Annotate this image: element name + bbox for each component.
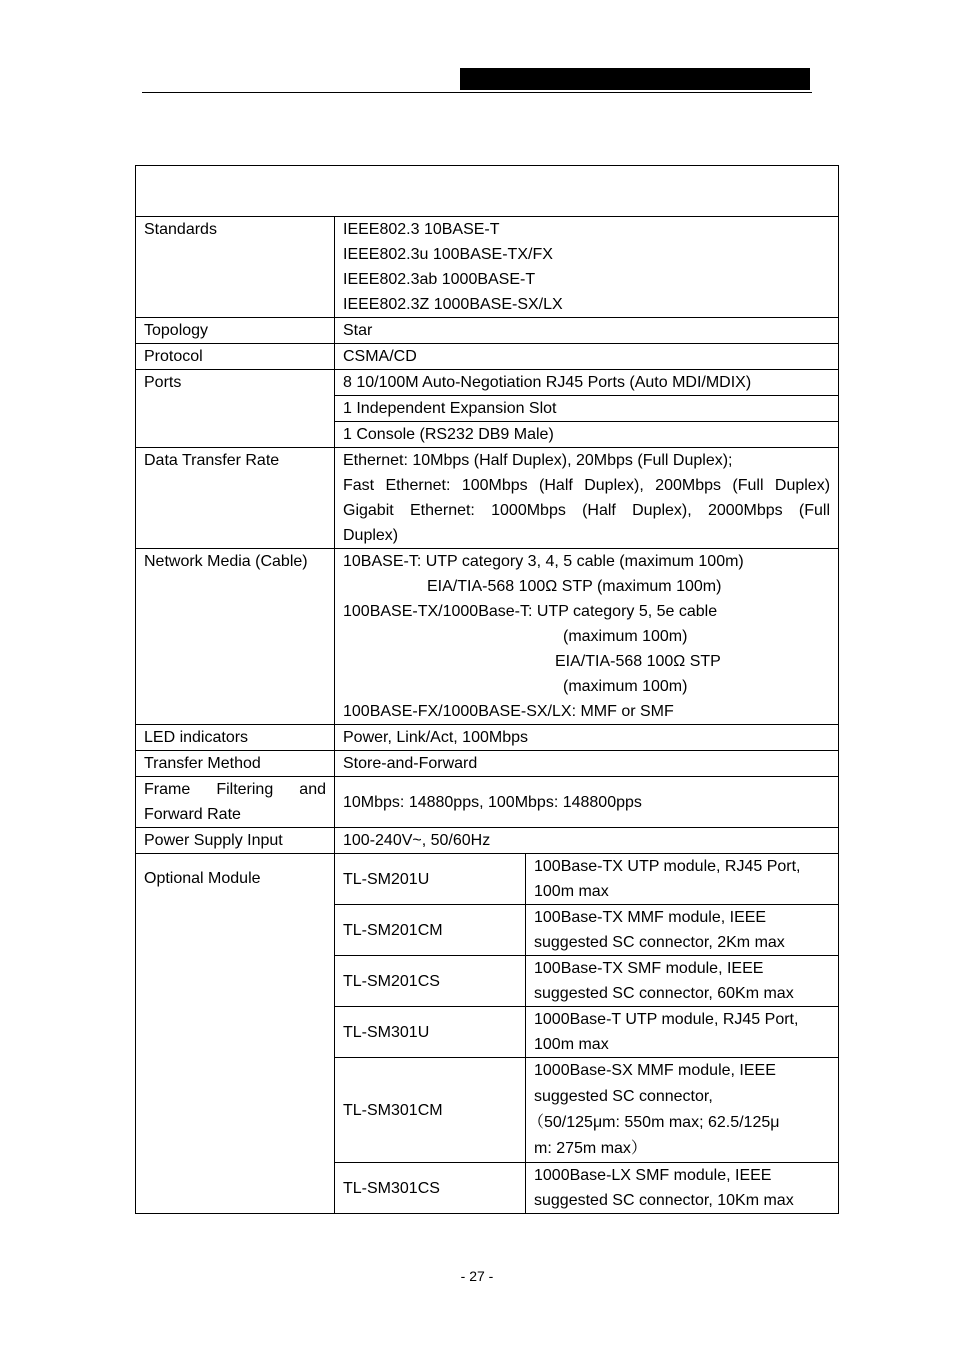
row-value: 10Mbps: 14880pps, 100Mbps: 148800pps xyxy=(335,777,839,828)
row-label: Ports xyxy=(136,370,335,448)
value-line: (maximum 100m) xyxy=(563,678,688,695)
value-line: （50/125μm: 550m max; 62.5/125μ xyxy=(528,1114,780,1131)
table-row-standards xyxy=(136,217,839,318)
module-model: TL-SM201CS xyxy=(335,956,526,1007)
table-row-power-supply xyxy=(136,828,839,854)
module-description xyxy=(526,854,839,905)
table-row-frame-filtering xyxy=(136,777,839,828)
module-model: TL-SM301CS xyxy=(335,1163,526,1214)
row-label: Topology xyxy=(136,318,335,344)
row-label: Power Supply Input xyxy=(136,828,335,854)
module-description xyxy=(526,1007,839,1058)
value-line: 100BASE-TX/1000Base-T: UTP category 5, 5e cable xyxy=(343,603,718,620)
row-value xyxy=(335,217,839,318)
row-value: 1 Independent Expansion Slot xyxy=(335,396,839,422)
module-model: TL-SM301U xyxy=(335,1007,526,1058)
label-line: Frame Filtering and xyxy=(144,781,326,798)
value-line: 100Base-TX SMF module, IEEE xyxy=(534,960,764,977)
module-model: TL-SM301CM xyxy=(335,1058,526,1163)
row-label: Data Transfer Rate xyxy=(136,448,335,549)
table-row-topology xyxy=(136,318,839,344)
value-line: Ethernet: 10Mbps (Half Duplex), 20Mbps (Full Duplex); xyxy=(343,452,733,469)
value-line: 100m max xyxy=(534,1036,609,1053)
row-value: CSMA/CD xyxy=(335,344,839,370)
row-label: Transfer Method xyxy=(136,751,335,777)
value-line: Duplex) xyxy=(343,527,399,544)
value-line: 100Base-TX UTP module, RJ45 Port, xyxy=(534,858,801,875)
value-line: 100m max xyxy=(534,883,609,900)
value-line: 1000Base-SX MMF module, IEEE xyxy=(534,1062,776,1079)
header-bar xyxy=(460,68,810,90)
value-line: IEEE802.3Z 1000BASE-SX/LX xyxy=(343,296,563,313)
row-value: Power, Link/Act, 100Mbps xyxy=(335,725,839,751)
row-value: Star xyxy=(335,318,839,344)
table-row-network-media xyxy=(136,549,839,725)
label-line: Forward Rate xyxy=(144,806,241,823)
value-line: m: 275m max） xyxy=(534,1140,647,1157)
value-line: (maximum 100m) xyxy=(563,628,688,645)
value-line: Gigabit Ethernet: 1000Mbps (Half Duplex), 2000Mbps (Full xyxy=(343,502,831,519)
value-line: 10BASE-T: UTP category 3, 4, 5 cable (maximum 100m) xyxy=(343,553,744,570)
row-value xyxy=(335,448,839,549)
row-value: 100-240V~, 50/60Hz xyxy=(335,828,839,854)
value-line: EIA/TIA-568 100Ω STP (maximum 100m) xyxy=(427,578,722,595)
row-label: LED indicators xyxy=(136,725,335,751)
module-description xyxy=(526,905,839,956)
table-row-led-indicators xyxy=(136,725,839,751)
table-row-module xyxy=(136,854,839,905)
module-description xyxy=(526,1058,839,1163)
table-row-transfer-method xyxy=(136,751,839,777)
module-description xyxy=(526,956,839,1007)
label-line: Optional Module xyxy=(144,870,261,887)
row-label xyxy=(136,777,335,828)
row-label: Standards xyxy=(136,217,335,318)
row-value: 8 10/100M Auto-Negotiation RJ45 Ports (Auto MDI/MDIX) xyxy=(335,370,839,396)
row-label: Protocol xyxy=(136,344,335,370)
specifications-table xyxy=(135,165,839,1214)
value-line: Fast Ethernet: 100Mbps (Half Duplex), 200Mbps (Full Duplex) xyxy=(343,477,831,494)
row-value: 1 Console (RS232 DB9 Male) xyxy=(335,422,839,448)
value-line: IEEE802.3ab 1000BASE-T xyxy=(343,271,536,288)
value-line: IEEE802.3u 100BASE-TX/FX xyxy=(343,246,553,263)
table-row-protocol xyxy=(136,344,839,370)
module-description xyxy=(526,1163,839,1214)
table-title-row xyxy=(136,166,839,217)
page-number: - 27 - xyxy=(460,1268,494,1284)
module-model: TL-SM201U xyxy=(335,854,526,905)
value-line: 1000Base-T UTP module, RJ45 Port, xyxy=(534,1011,799,1028)
row-value xyxy=(335,549,839,725)
table-row-ports xyxy=(136,370,839,396)
value-line: 100Base-TX MMF module, IEEE xyxy=(534,909,767,926)
header-rule xyxy=(142,92,812,93)
module-model: TL-SM201CM xyxy=(335,905,526,956)
value-line: 100BASE-FX/1000BASE-SX/LX: MMF or SMF xyxy=(343,703,674,720)
value-line: suggested SC connector, 2Km max xyxy=(534,934,785,951)
table-title-cell xyxy=(136,166,839,217)
value-line: suggested SC connector, 60Km max xyxy=(534,985,794,1002)
table-row-data-transfer-rate xyxy=(136,448,839,549)
row-label xyxy=(136,854,335,1214)
value-line: suggested SC connector, xyxy=(534,1088,713,1105)
row-label: Network Media (Cable) xyxy=(136,549,335,725)
value-line: 1000Base-LX SMF module, IEEE xyxy=(534,1167,772,1184)
value-line: IEEE802.3 10BASE-T xyxy=(343,221,500,238)
row-value: Store-and-Forward xyxy=(335,751,839,777)
value-line: EIA/TIA-568 100Ω STP xyxy=(555,653,721,670)
value-line: suggested SC connector, 10Km max xyxy=(534,1192,794,1209)
